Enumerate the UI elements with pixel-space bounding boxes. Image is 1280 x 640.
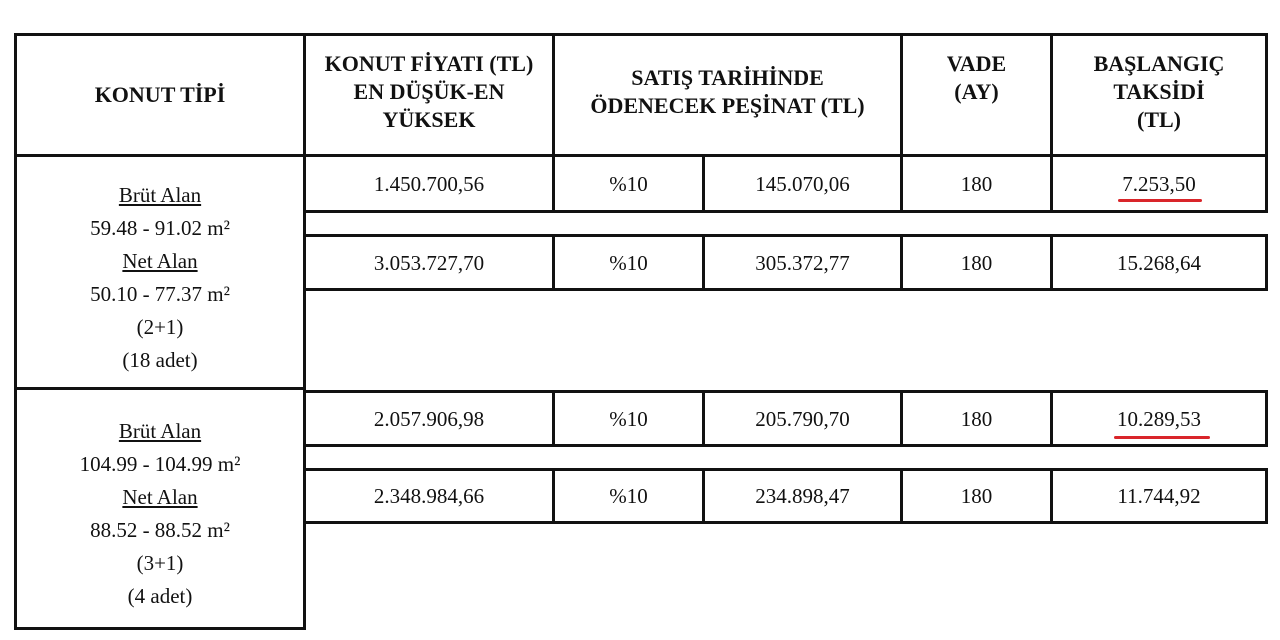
down-payment-rate-cell: %10	[609, 406, 648, 431]
brut-alan-value: 104.99 - 104.99 m²	[79, 452, 241, 476]
down-payment-rate-cell: %10	[609, 171, 648, 196]
down-payment-rate-cell: %10	[609, 484, 648, 508]
term-cell: 180	[960, 250, 993, 275]
row3-border-bottom	[303, 444, 1268, 447]
room-count: (2+1)	[136, 315, 184, 339]
table-border-bottom	[14, 627, 306, 630]
down-payment-cell: 205.790,70	[755, 406, 850, 431]
header-konut-tipi: KONUT TİPİ	[94, 82, 226, 107]
down-payment-rate-cell: %10	[609, 250, 648, 275]
brut-alan-label: Brüt Alan	[118, 183, 202, 207]
price-cell: 1.450.700,56	[373, 171, 485, 196]
installment-cell: 15.268,64	[1117, 250, 1201, 275]
unit-count: (18 adet)	[122, 348, 198, 372]
header-border-right	[1265, 33, 1268, 157]
header-konut-fiyati: KONUT FİYATI (TL) EN DÜŞÜK-EN YÜKSEK	[324, 51, 534, 132]
highlight-underline	[1114, 436, 1210, 439]
installment-cell: 10.289,53	[1117, 406, 1201, 431]
row1-divider	[1265, 154, 1268, 213]
row3-divider	[1265, 390, 1268, 447]
term-cell: 180	[960, 484, 993, 508]
down-payment-cell: 234.898,47	[755, 484, 850, 508]
header-vade: VADE (AY)	[946, 51, 1007, 104]
header-pesinat: SATIŞ TARİHİNDE ÖDENECEK PEŞİNAT (TL)	[590, 65, 865, 118]
net-alan-label: Net Alan	[122, 485, 198, 509]
net-alan-value: 50.10 - 77.37 m²	[90, 282, 230, 306]
down-payment-cell: 305.372,77	[755, 250, 850, 275]
header-baslangic-taksidi: BAŞLANGIÇ TAKSİDİ (TL)	[1093, 51, 1225, 132]
row2-divider	[1265, 234, 1268, 291]
row2-border-bottom	[303, 288, 1268, 291]
unit-count: (4 adet)	[127, 584, 193, 608]
group1-type-description	[17, 179, 303, 377]
net-alan-label: Net Alan	[122, 249, 198, 273]
group2-type-description	[17, 415, 303, 613]
price-cell: 2.057.906,98	[373, 406, 485, 431]
room-count: (3+1)	[136, 551, 184, 575]
brut-alan-label: Brüt Alan	[118, 419, 202, 443]
installment-cell: 7.253,50	[1122, 171, 1196, 196]
brut-alan-value: 59.48 - 91.02 m²	[90, 216, 230, 240]
highlight-underline	[1118, 199, 1202, 202]
down-payment-cell: 145.070,06	[755, 171, 850, 196]
row1-border-bottom	[303, 210, 1268, 213]
row4-border-bottom	[303, 521, 1268, 524]
price-cell: 3.053.727,70	[373, 250, 485, 275]
net-alan-value: 88.52 - 88.52 m²	[90, 518, 230, 542]
term-cell: 180	[960, 171, 993, 196]
term-cell: 180	[960, 406, 993, 431]
row4-divider	[1265, 468, 1268, 524]
group-separator	[14, 387, 306, 390]
installment-cell: 11.744,92	[1117, 484, 1201, 508]
price-cell: 2.348.984,66	[373, 484, 485, 508]
